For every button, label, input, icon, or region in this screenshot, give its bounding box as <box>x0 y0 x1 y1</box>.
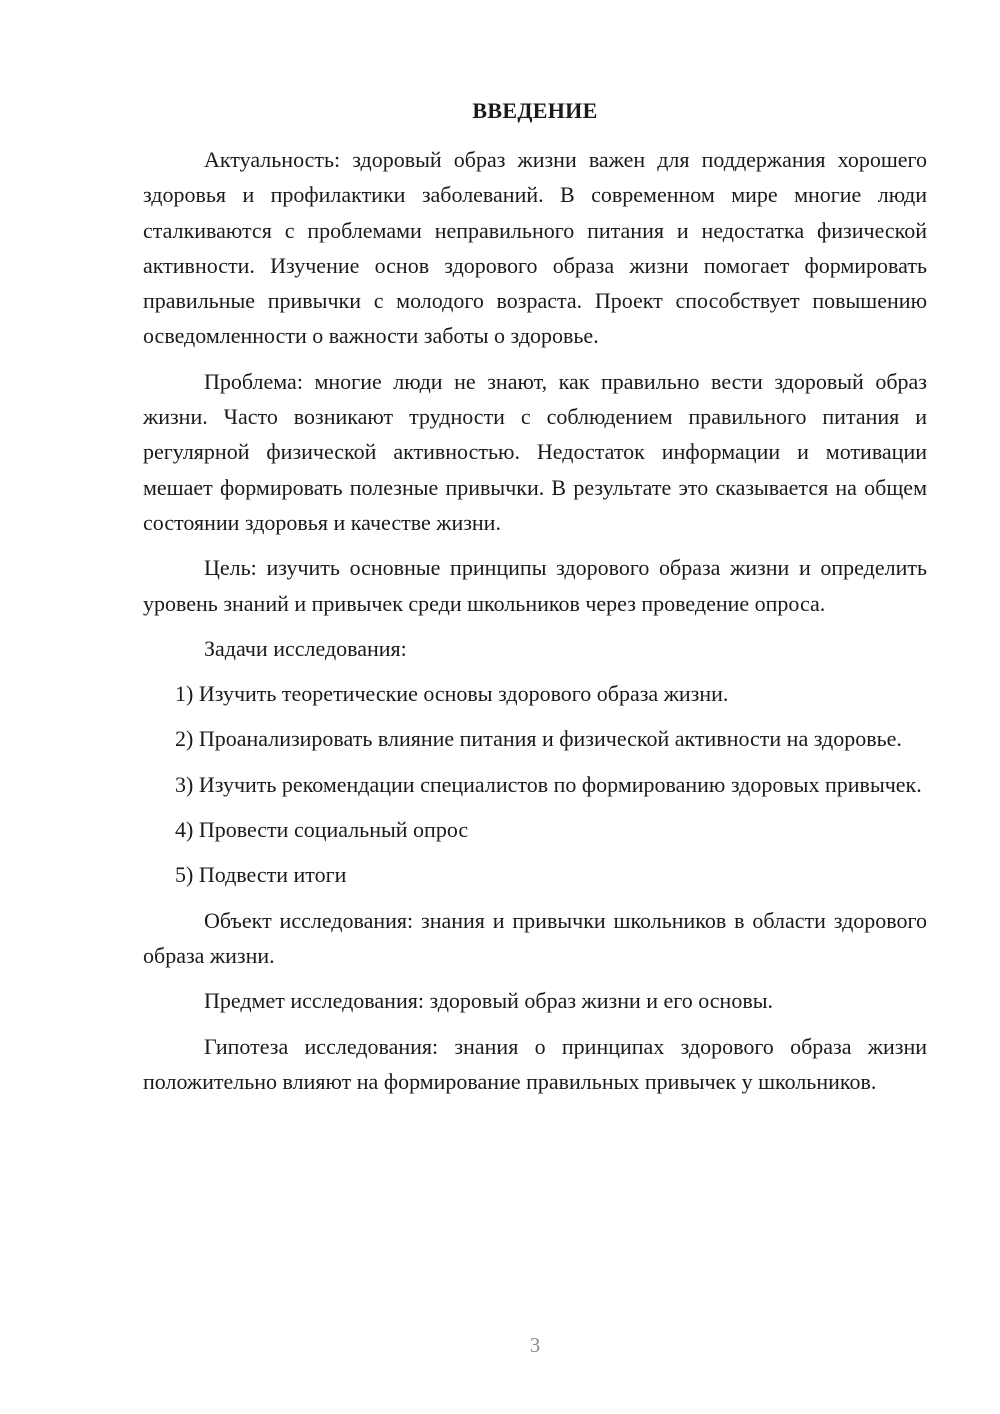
subject-paragraph: Предмет исследования: здоровый образ жизни и его основы. <box>204 988 774 1014</box>
page-number: 3 <box>529 1333 541 1357</box>
problem-paragraph: Проблема: многие люди не знают, как правильно вести здоровый образ жизни. Часто возникают трудности с соблюдением правильного питания и регулярной физической активностью. Недостаток информации и мотивации мешает формировать полезные привычки. В результате это сказывается на общем состоянии здоровья и качестве жизни. <box>143 368 927 535</box>
document-page <box>143 0 927 1414</box>
goal-paragraph: Цель: изучить основные принципы здорового образа жизни и определить уровень знаний и привычек среди школьников через проведение опроса. <box>143 555 927 616</box>
task-item-1: 1) Изучить теоретические основы здорового образа жизни. <box>175 681 729 707</box>
hypothesis-paragraph: Гипотеза исследования: знания о принципах здорового образа жизни положительно влияют на формирование правильных привычек у школьников. <box>143 1033 927 1094</box>
task-item-4: 4) Провести социальный опрос <box>175 817 469 843</box>
tasks-title: Задачи исследования: <box>204 635 407 661</box>
relevance-paragraph: Актуальность: здоровый образ жизни важен для поддержания хорошего здоровья и профилактики заболеваний. В современном мире многие люди сталкиваются с проблемами неправильного питания и недостатка физической активности. Изучение основ здорового образа жизни помогает формировать правильные привычки с молодого возраста. Проект способствует повышению осведомленности о важности заботы о здоровье. <box>143 147 927 349</box>
introduction-body <box>143 142 927 1099</box>
task-item-3: 3) Изучить рекомендации специалистов по формированию здоровых привычек. <box>175 771 922 797</box>
task-item-2: 2) Проанализировать влияние питания и физической активности на здоровье. <box>175 726 902 752</box>
object-paragraph: Объект исследования: знания и привычки школьников в области здорового образа жизни. <box>143 907 927 968</box>
section-heading: ВВЕДЕНИЕ <box>472 98 598 123</box>
task-item-5: 5) Подвести итоги <box>175 862 347 888</box>
